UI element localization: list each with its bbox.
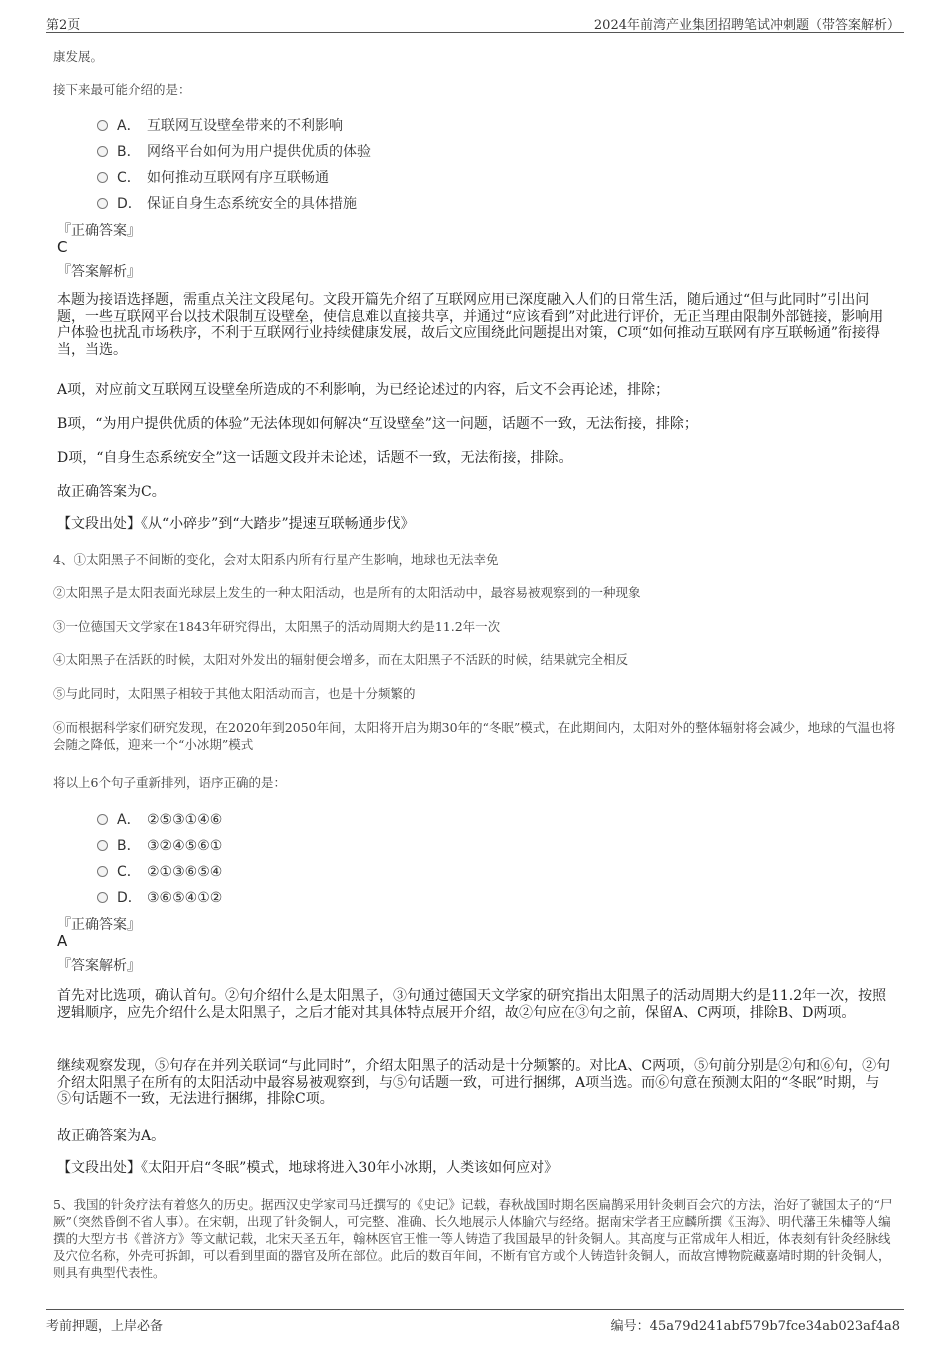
analysis-paragraph: A项，对应前文互联网互设壁垒所造成的不利影响，为已经论述过的内容，后文不会再论述，排除； [57, 382, 670, 398]
analysis-paragraph: D项，“自身生态系统安全”这一话题文段并未论述，话题不一致，无法衔接，排除。 [57, 450, 573, 466]
option-text: 保证自身生态系统安全的具体措施 [147, 196, 357, 212]
footer-slogan: 考前押题，上岸必备 [46, 1319, 164, 1334]
option-text: 网络平台如何为用户提供优质的体验 [147, 144, 371, 160]
radio-icon[interactable] [97, 120, 108, 131]
option-text: ③②④⑤⑥① [147, 838, 223, 854]
document-title: 2024年前湾产业集团招聘笔试冲刺题（带答案解析） [593, 18, 900, 33]
analysis-conclusion: 故正确答案为C。 [57, 484, 166, 500]
option-letter: B． [117, 144, 141, 160]
sentence-1: 4、①太阳黑子不间断的变化，会对太阳系内所有行星产生影响，地球也无法幸免 [53, 552, 499, 567]
option-b[interactable] [97, 141, 371, 163]
option-c[interactable] [97, 167, 329, 189]
question-5-text: 5、我国的针灸疗法有着悠久的历史。据西汉史学家司马迁撰写的《史记》记载，春秋战国时期名医扁鹊采用针灸刺百会穴的方法，治好了虢国太子的“尸厥”（突然昏倒不省人事）。在宋朝，出现了针灸铜人，可完整、准确、长久地展示人体腧穴与经络。据南宋学者王应麟所撰《玉海》、明代藩王朱橚等人编撰的大型方书《普济方》等文献记载，北宋天圣五年，翰林医官王惟一等人铸造了我国最早的针灸铜人。其高度与正常成年人相近，体表刻有针灸经脉线及穴位名称，外壳可拆卸，可以看到里面的器官及所在部位。此后的数百年间，不断有官方或个人铸造针灸铜人，而故宫博物院藏嘉靖时期的针灸铜人，则具有典型代表性。 [53, 1197, 893, 1280]
source-citation: 【文段出处】《太阳开启“冬眠”模式，地球将进入30年小冰期，人类该如何应对》 [57, 1160, 559, 1176]
option-d[interactable] [97, 887, 222, 909]
page-footer [46, 1309, 904, 1336]
answer-label: 『正确答案』 [57, 223, 141, 239]
radio-icon[interactable] [97, 146, 108, 157]
option-letter: B． [117, 838, 141, 854]
sentence-3: ③一位德国天文学家在1843年研究得出，太阳黑子的活动周期大约是11.2年一次 [53, 619, 501, 634]
analysis-paragraph: 首先对比选项，确认首句。②句介绍什么是太阳黑子，③句通过德国天文学家的研究指出太阳黑子的活动周期大约是11.2年一次，按照逻辑顺序，应先介绍什么是太阳黑子，之后才能对其具体特点展开介绍，故②句应在③句之前，保留A、C两项，排除B、D两项。 [57, 988, 887, 1021]
radio-icon[interactable] [97, 866, 108, 877]
option-text: ②①③⑥⑤④ [147, 864, 223, 880]
page-header [46, 12, 904, 33]
radio-icon[interactable] [97, 892, 108, 903]
analysis-conclusion: 故正确答案为A。 [57, 1128, 166, 1144]
radio-icon[interactable] [97, 198, 108, 209]
question-tail: 康发展。 [53, 49, 104, 64]
sentence-5: ⑤与此同时，太阳黑子相较于其他太阳活动而言，也是十分频繁的 [53, 686, 416, 701]
option-letter: D． [117, 196, 142, 212]
document-code: 编号：45a79d241abf579b7fce34ab023af4a8 [610, 1319, 900, 1334]
sentence-4: ④太阳黑子在活跃的时候，太阳对外发出的辐射便会增多，而在太阳黑子不活跃的时候，结果就完全相反 [53, 652, 629, 667]
option-b[interactable] [97, 835, 222, 857]
radio-icon[interactable] [97, 172, 108, 183]
analysis-paragraph: 继续观察发现，⑤句存在并列关联词“与此同时”，介绍太阳黑子的活动是十分频繁的。对比A、C两项，⑤句前分别是②句和⑥句，②句介绍太阳黑子在所有的太阳活动中最容易被观察到，与⑤句话题一致，可进行捆绑，A项当选。而⑥句意在预测太阳的“冬眠”时期，与⑤句话题不一致，无法进行捆绑，排除C项。 [57, 1058, 891, 1107]
page-number: 第2页 [46, 18, 81, 33]
option-a[interactable] [97, 809, 222, 831]
analysis-paragraph: 本题为接语选择题，需重点关注文段尾句。文段开篇先介绍了互联网应用已深度融入人们的日常生活，随后通过“但与此同时”引出问题，一些互联网平台以技术限制互设壁垒，使信息难以直接共享，并通过“应该看到”对此进行评价，无正当理由限制外部链接，影响用户体验也扰乱市场秩序，不利于互联网行业持续健康发展，故后文应围绕此问题提出对策，C项“如何推动互联网有序互联畅通”衔接得当，当选。 [57, 292, 884, 358]
answer-value: C [57, 238, 68, 256]
option-a[interactable] [97, 115, 343, 137]
option-c[interactable] [97, 861, 222, 883]
radio-icon[interactable] [97, 840, 108, 851]
option-letter: A． [117, 812, 141, 828]
sentence-6: ⑥而根据科学家们研究发现，在2020年到2050年间，太阳将开启为期30年的“冬眠”模式，在此期间内，太阳对外的整体辐射将会减少，地球的气温也将会随之降低，迎来一个“小冰期”模式 [53, 720, 896, 752]
question-prompt: 将以上6个句子重新排列，语序正确的是： [53, 775, 286, 790]
radio-icon[interactable] [97, 814, 108, 825]
option-letter: C． [117, 170, 141, 186]
option-text: ②⑤③①④⑥ [147, 812, 223, 828]
option-text: 互联网互设壁垒带来的不利影响 [147, 118, 343, 134]
option-letter: A． [117, 118, 141, 134]
analysis-label: 『答案解析』 [57, 264, 141, 280]
option-letter: D． [117, 890, 142, 906]
source-citation: 【文段出处】《从“小碎步”到“大踏步”提速互联畅通步伐》 [57, 516, 415, 532]
answer-value: A [57, 932, 68, 950]
sentence-2: ②太阳黑子是太阳表面光球层上发生的一种太阳活动，也是所有的太阳活动中，最容易被观察到的一种现象 [53, 585, 641, 600]
question-prompt: 接下来最可能介绍的是： [53, 82, 191, 97]
answer-label: 『正确答案』 [57, 917, 141, 933]
option-text: 如何推动互联网有序互联畅通 [147, 170, 329, 186]
analysis-paragraph: B项，“为用户提供优质的体验”无法体现如何解决“互设壁垒”这一问题，话题不一致，无法衔接，排除； [57, 416, 698, 432]
option-text: ③⑥⑤④①② [147, 890, 223, 906]
option-d[interactable] [97, 193, 357, 215]
option-letter: C． [117, 864, 141, 880]
analysis-label: 『答案解析』 [57, 958, 141, 974]
